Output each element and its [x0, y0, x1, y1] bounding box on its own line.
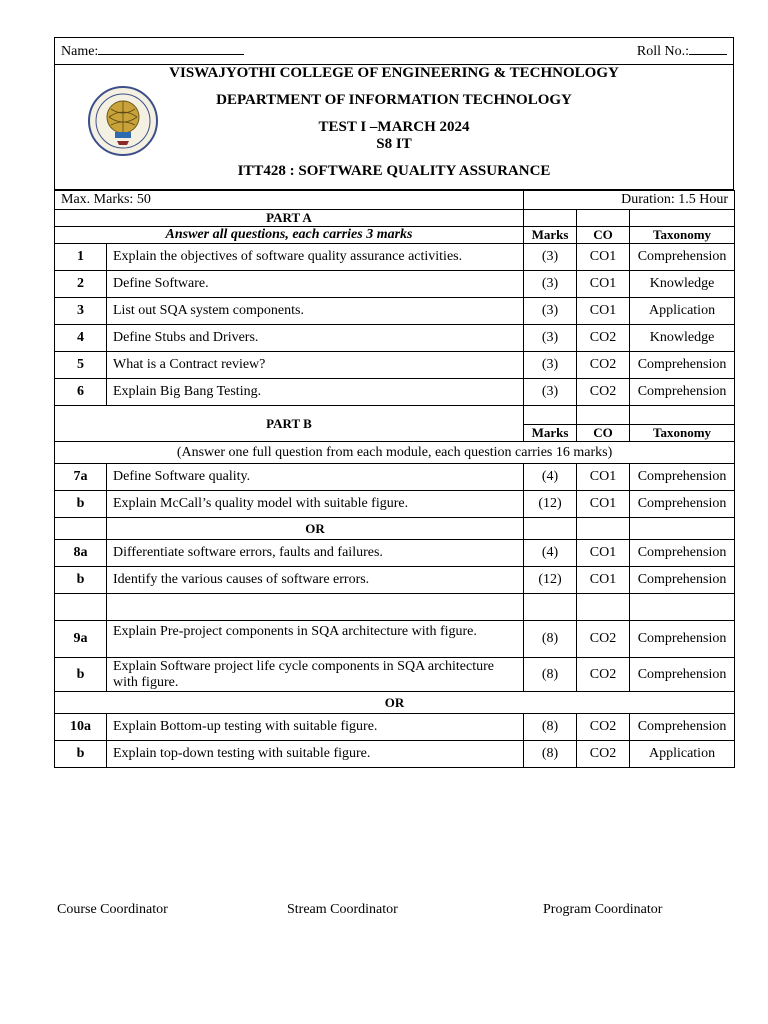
question-number: 4	[55, 325, 107, 352]
question-taxonomy: Comprehension	[630, 379, 735, 406]
question-co: CO2	[577, 741, 630, 768]
table-row	[55, 567, 735, 594]
question-marks: (4)	[524, 540, 577, 567]
col-taxonomy: Taxonomy	[630, 227, 735, 244]
college-name: VISWAJYOTHI COLLEGE OF ENGINEERING & TECHNOLOGY	[169, 65, 619, 81]
question-text: Explain McCall’s quality model with suitable figure.	[107, 491, 524, 518]
question-marks: (8)	[524, 621, 577, 658]
course-coordinator-signature: Course Coordinator	[57, 902, 168, 917]
question-text: Explain Big Bang Testing.	[107, 379, 524, 406]
question-marks: (3)	[524, 325, 577, 352]
question-taxonomy: Application	[630, 298, 735, 325]
question-marks: (4)	[524, 464, 577, 491]
col-marks: Marks	[524, 227, 577, 244]
college-header	[55, 65, 734, 190]
question-text: Define Software.	[107, 271, 524, 298]
question-marks: (3)	[524, 298, 577, 325]
questions-table	[54, 190, 735, 768]
table-row	[55, 540, 735, 567]
question-co: CO1	[577, 298, 630, 325]
question-text: Identify the various causes of software errors.	[107, 567, 524, 594]
question-taxonomy: Comprehension	[630, 567, 735, 594]
question-taxonomy: Comprehension	[630, 464, 735, 491]
table-row	[55, 491, 735, 518]
question-text: Define Software quality.	[107, 464, 524, 491]
max-marks: Max. Marks: 50	[55, 191, 524, 210]
question-number: 10a	[55, 714, 107, 741]
question-marks: (8)	[524, 741, 577, 768]
question-marks: (3)	[524, 379, 577, 406]
question-number: 3	[55, 298, 107, 325]
question-taxonomy: Comprehension	[630, 714, 735, 741]
col-marks: Marks	[524, 425, 577, 442]
question-text: List out SQA system components.	[107, 298, 524, 325]
name-blank	[98, 42, 244, 55]
duration: Duration: 1.5 Hour	[524, 191, 735, 210]
question-taxonomy: Comprehension	[630, 540, 735, 567]
question-number: 5	[55, 352, 107, 379]
part-b-instruction: (Answer one full question from each module, each question carries 16 marks)	[55, 442, 735, 464]
question-taxonomy: Knowledge	[630, 325, 735, 352]
table-row	[55, 325, 735, 352]
question-text: Explain Pre-project components in SQA architecture with figure.	[107, 621, 524, 658]
question-co: CO1	[577, 271, 630, 298]
question-marks: (12)	[524, 567, 577, 594]
question-co: CO1	[577, 464, 630, 491]
roll-label: Roll No.:	[636, 44, 689, 59]
table-row	[55, 271, 735, 298]
question-text: Define Stubs and Drivers.	[107, 325, 524, 352]
question-number: b	[55, 567, 107, 594]
name-label: Name:	[61, 44, 99, 59]
question-co: CO2	[577, 352, 630, 379]
question-co: CO2	[577, 658, 630, 692]
question-text: Explain top-down testing with suitable figure.	[107, 741, 524, 768]
question-taxonomy: Comprehension	[630, 491, 735, 518]
question-marks: (3)	[524, 352, 577, 379]
question-co: CO2	[577, 714, 630, 741]
table-row	[55, 658, 735, 692]
table-row	[55, 621, 735, 658]
table-row	[55, 464, 735, 491]
or-divider: OR	[107, 518, 524, 540]
col-co: CO	[577, 227, 630, 244]
spacer-row	[55, 594, 735, 621]
program-coordinator-signature: Program Coordinator	[543, 902, 663, 917]
table-row	[55, 379, 735, 406]
question-co: CO2	[577, 379, 630, 406]
question-co: CO2	[577, 325, 630, 352]
stream-coordinator-signature: Stream Coordinator	[287, 902, 398, 917]
test-title: TEST I –MARCH 2024	[318, 119, 470, 135]
question-taxonomy: Knowledge	[630, 271, 735, 298]
question-co: CO1	[577, 244, 630, 271]
course-title: ITT428 : SOFTWARE QUALITY ASSURANCE	[237, 163, 551, 179]
col-taxonomy: Taxonomy	[630, 425, 735, 442]
question-marks: (12)	[524, 491, 577, 518]
question-co: CO2	[577, 621, 630, 658]
question-number: 6	[55, 379, 107, 406]
table-row	[55, 741, 735, 768]
question-number: 2	[55, 271, 107, 298]
part-a-title: PART A	[55, 210, 524, 227]
question-taxonomy: Application	[630, 741, 735, 768]
question-marks: (3)	[524, 271, 577, 298]
col-co: CO	[577, 425, 630, 442]
header-table	[54, 37, 734, 190]
question-taxonomy: Comprehension	[630, 621, 735, 658]
table-row	[55, 352, 735, 379]
name-roll-row	[55, 38, 734, 65]
question-marks: (8)	[524, 714, 577, 741]
question-number: 9a	[55, 621, 107, 658]
question-co: CO1	[577, 567, 630, 594]
table-row	[55, 298, 735, 325]
question-number: 1	[55, 244, 107, 271]
question-taxonomy: Comprehension	[630, 244, 735, 271]
question-number: b	[55, 491, 107, 518]
question-marks: (8)	[524, 658, 577, 692]
or-divider: OR	[55, 692, 735, 714]
department-name: DEPARTMENT OF INFORMATION TECHNOLOGY	[216, 92, 572, 108]
semester: S8 IT	[376, 136, 412, 152]
question-text: Differentiate software errors, faults and failures.	[107, 540, 524, 567]
roll-blank	[689, 42, 727, 55]
question-text: Explain Software project life cycle components in SQA architecture with figure.	[107, 658, 524, 692]
question-number: 8a	[55, 540, 107, 567]
question-co: CO1	[577, 540, 630, 567]
table-row	[55, 244, 735, 271]
question-co: CO1	[577, 491, 630, 518]
question-text: What is a Contract review?	[107, 352, 524, 379]
question-text: Explain Bottom-up testing with suitable figure.	[107, 714, 524, 741]
part-a-instruction: Answer all questions, each carries 3 marks	[55, 227, 524, 244]
question-number: b	[55, 741, 107, 768]
part-b-title: PART B	[55, 406, 524, 442]
table-row	[55, 714, 735, 741]
question-number: 7a	[55, 464, 107, 491]
question-taxonomy: Comprehension	[630, 658, 735, 692]
question-marks: (3)	[524, 244, 577, 271]
question-number: b	[55, 658, 107, 692]
exam-paper	[54, 37, 734, 768]
question-taxonomy: Comprehension	[630, 352, 735, 379]
question-text: Explain the objectives of software quality assurance activities.	[107, 244, 524, 271]
